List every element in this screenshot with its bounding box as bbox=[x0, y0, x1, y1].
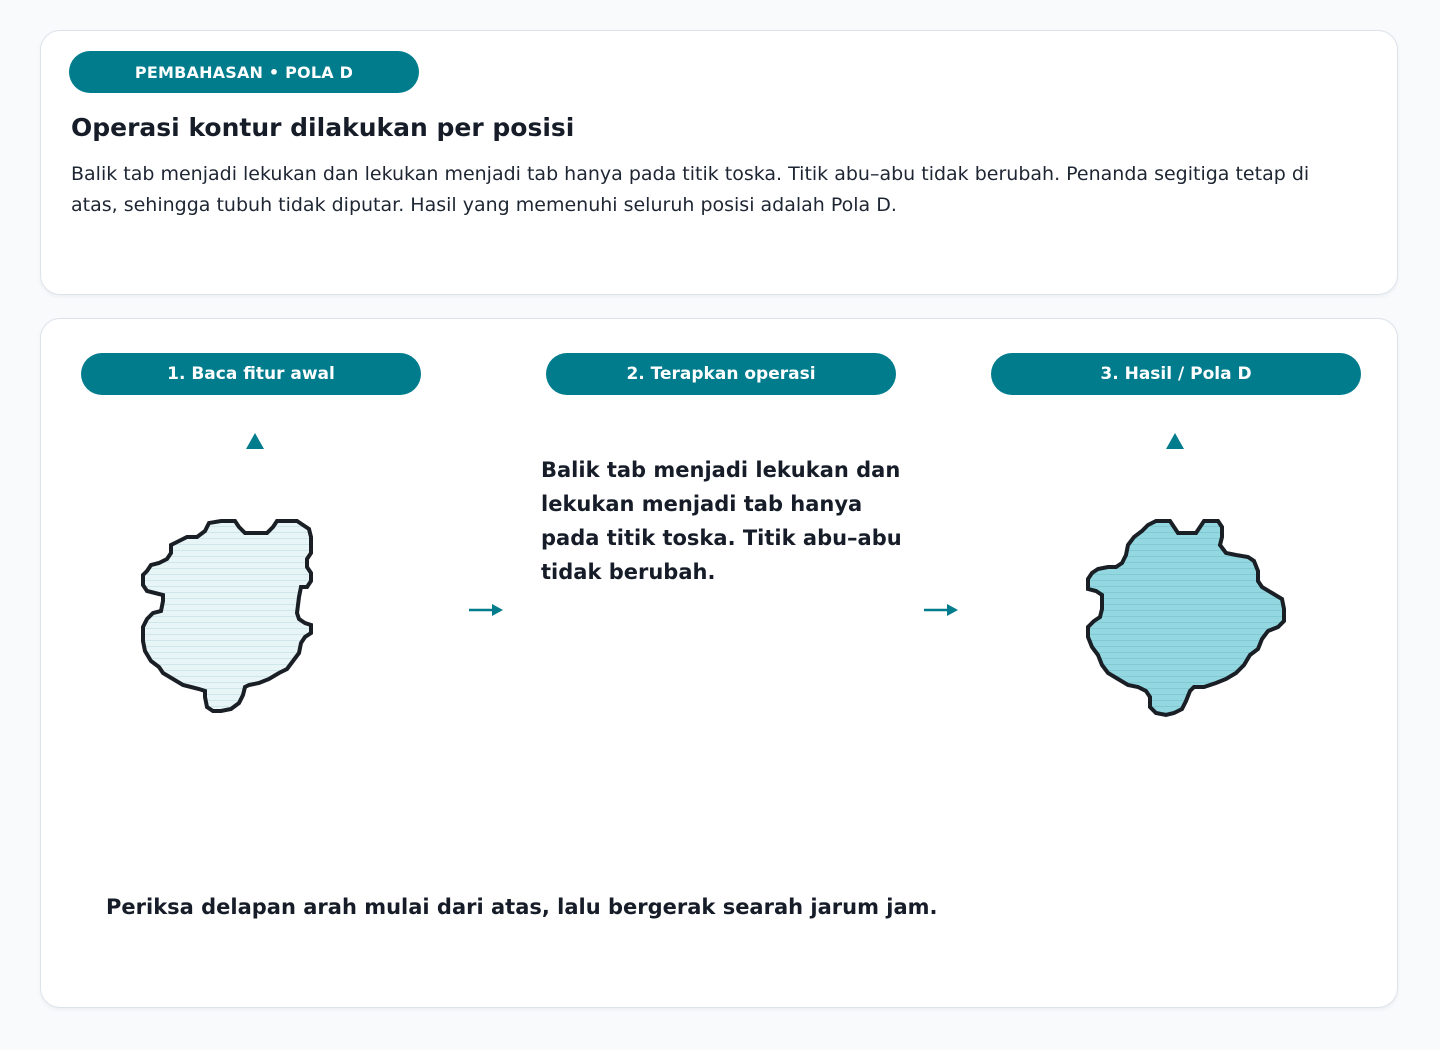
arrow-right-icon bbox=[468, 603, 504, 617]
step-2-label: 2. Terapkan operasi bbox=[546, 353, 896, 395]
steps-card bbox=[40, 318, 1398, 1008]
orientation-triangle-icon bbox=[246, 433, 264, 449]
explanation-text: Balik tab menjadi lekukan dan lekukan menjadi tab hanya pada titik toska. Titik abu–abu tidak berubah. Penanda segitiga tetap di atas, sehingga tubuh tidak diputar. Hasil yang memenuhi seluruh posisi adalah Pola D. bbox=[71, 163, 1310, 216]
result-shape bbox=[1086, 515, 1296, 725]
explanation-card bbox=[40, 30, 1398, 295]
step-1-label: 1. Baca fitur awal bbox=[81, 353, 421, 395]
initial-shape-outline bbox=[143, 521, 311, 711]
result-shape-outline bbox=[1088, 521, 1284, 715]
orientation-triangle-icon bbox=[1166, 433, 1184, 449]
initial-shape bbox=[141, 515, 351, 725]
section-badge: PEMBAHASAN • POLA D bbox=[69, 51, 419, 93]
instruction-hint: Periksa delapan arah mulai dari atas, lalu bergerak searah jarum jam. bbox=[106, 895, 938, 919]
step-3-label: 3. Hasil / Pola D bbox=[991, 353, 1361, 395]
operation-text: Balik tab menjadi lekukan dan lekukan menjadi tab hanya pada titik toska. Titik abu–abu tidak berubah. bbox=[541, 458, 902, 584]
arrow-right-icon bbox=[923, 603, 959, 617]
page-title: Operasi kontur dilakukan per posisi bbox=[71, 113, 575, 142]
